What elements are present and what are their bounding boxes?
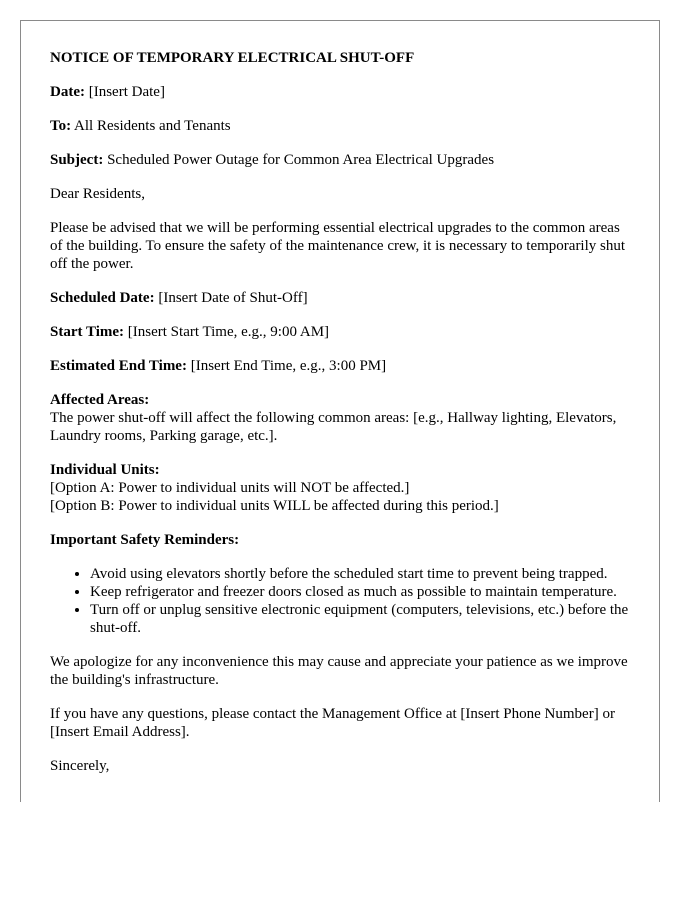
individual-units-section (50, 461, 635, 515)
to-value: All Residents and Tenants (71, 118, 231, 134)
end-time-label: Estimated End Time: (50, 358, 187, 374)
date-line (50, 83, 635, 101)
apology-paragraph: We apologize for any inconvenience this may cause and appreciate your patience as we improve the building's infrastructure. (50, 654, 628, 688)
notice-title: NOTICE OF TEMPORARY ELECTRICAL SHUT-OFF (50, 50, 415, 66)
notice-content (50, 49, 635, 791)
safety-reminders-heading: Important Safety Reminders: (50, 532, 240, 548)
affected-areas-label: Affected Areas: (50, 392, 150, 408)
scheduled-date-label: Scheduled Date: (50, 290, 155, 306)
safety-item: • Turn off or unplug sensitive electronic equipment (computers, televisions, etc.) before the shut-off. (90, 601, 635, 637)
contact-paragraph: If you have any questions, please contact the Management Office at [Insert Phone Number] or [Insert Email Address]. (50, 706, 615, 740)
start-time-line (50, 323, 635, 341)
salutation: Dear Residents, (50, 186, 145, 202)
scheduled-date-value: [Insert Date of Shut-Off] (154, 290, 308, 306)
safety-item: • Keep refrigerator and freezer doors closed as much as possible to maintain temperature. (90, 583, 635, 601)
date-value: [Insert Date] (84, 84, 165, 100)
start-time-value: [Insert Start Time, e.g., 9:00 AM] (124, 324, 330, 340)
date-label: Date: (50, 84, 85, 100)
notice-page (20, 20, 660, 802)
individual-units-option-b: [Option B: Power to individual units WILL be affected during this period.] (50, 498, 499, 514)
subject-label: Subject: (50, 152, 104, 168)
intro-paragraph: Please be advised that we will be performing essential electrical upgrades to the common areas of the building. To ensure the safety of the maintenance crew, it is necessary to temporarily shut off the power. (50, 220, 626, 272)
subject-line (50, 151, 635, 169)
scheduled-date-line (50, 289, 635, 307)
start-time-label: Start Time: (50, 324, 125, 340)
to-label: To: (50, 118, 72, 134)
safety-reminders-list (50, 565, 635, 637)
end-time-value: [Insert End Time, e.g., 3:00 PM] (186, 358, 387, 374)
subject-value: Scheduled Power Outage for Common Area Electrical Upgrades (103, 152, 495, 168)
closing: Sincerely, (50, 758, 110, 774)
safety-item: • Avoid using elevators shortly before the scheduled start time to prevent being trapped. (90, 565, 635, 583)
end-time-line (50, 357, 635, 375)
affected-areas-text: The power shut-off will affect the following common areas: [e.g., Hallway lighting, Elevators, Laundry rooms, Parking garage, etc.]. (50, 410, 617, 444)
individual-units-label: Individual Units: (50, 462, 160, 478)
to-line (50, 117, 635, 135)
affected-areas-section (50, 391, 635, 445)
individual-units-option-a: [Option A: Power to individual units will NOT be affected.] (50, 480, 410, 496)
